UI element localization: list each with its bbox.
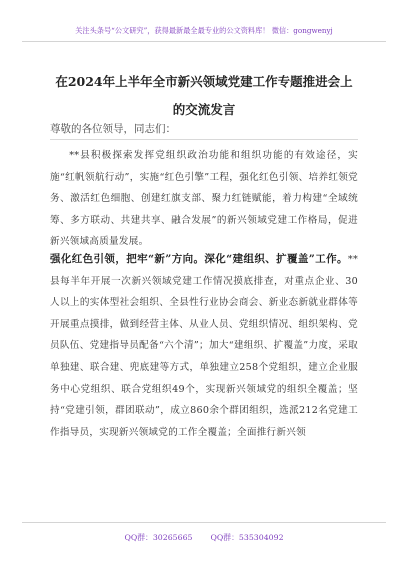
header-banner: 关注头条号“公文研究”，获得最新最全最专业的公文资料库！ 微信：gongwenyj <box>75 26 333 35</box>
footer-qq-group-1: QQ群：30265665 <box>124 533 193 542</box>
paragraph-section-1 <box>50 249 358 443</box>
footer <box>0 532 408 543</box>
section-body: **县每半年开展一次新兴领域党建工作情况摸底排查，对重点企业、30人以上的实体型社会组织、全县性行业协会商会、新业态新就业群体等开展重点摸排，做到经营主体、从业人员、党组织情况、组织架构、党员队伍、党建指导员配备“六个清”；加大“建组织、扩覆盖”力度，采取单独建、联合建、兜底建等方式，单独建立258个党组织，建立企业服务中心党组织、联合党组织49个，实现新兴领域党的组织全覆盖；坚持“党建引领，群团联动”，成立860余个群团组织，选派212名党建工作指导员，实现新兴领域党的工作全覆盖；全面推行新兴领 <box>50 254 358 438</box>
footer-qq-group-2: QQ群：535304092 <box>210 533 284 542</box>
section-heading: 强化红色引领，把牢“新”方向。深化“建组织、扩覆盖”工作。 <box>50 253 348 265</box>
salutation: 尊敬的各位领导，同志们： <box>50 123 176 135</box>
paragraph-intro: **县积极探索发挥党组织政治功能和组织功能的有效途径，实施“红帆领航行动”，实施“红色引擎”工程，强化红色引领、培养红领党务、激活红色细胞、创建红旗支部、聚力红链赋能，着力构建“全域统筹、多方联动、共建共享、融合发展”的新兴领域党建工作格局，促进新兴领域高质量发展。 <box>50 150 358 248</box>
document-title: 在2024年上半年全市新兴领域党建工作专题推进会上的交流发言 <box>55 74 353 117</box>
footer-divider <box>22 522 386 523</box>
header-divider <box>22 41 386 42</box>
salutation-divider <box>50 139 358 140</box>
